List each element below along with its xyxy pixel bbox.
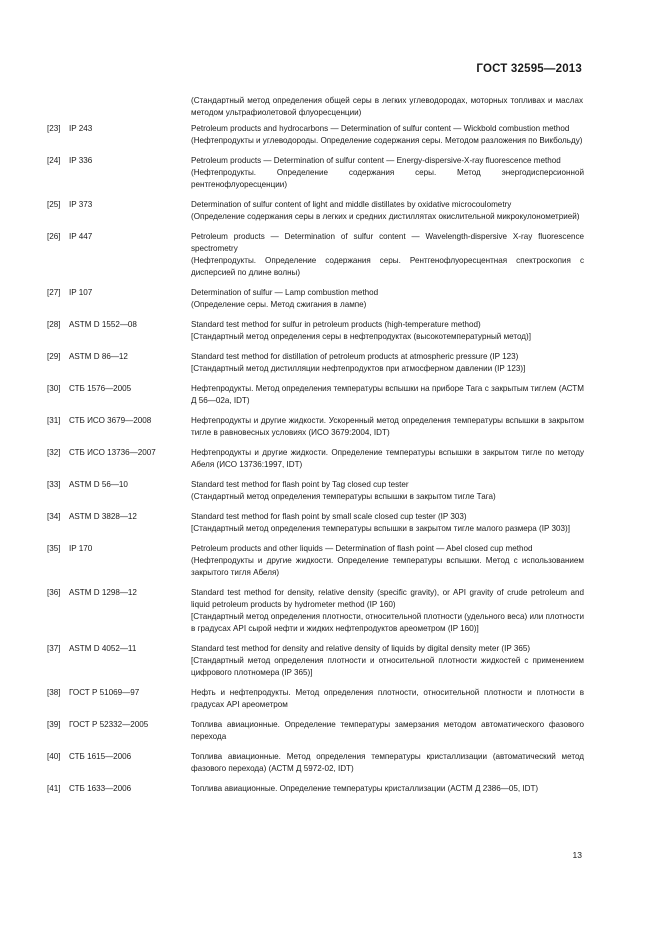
reference-line: Petroleum products and hydrocarbons — Determination of sulfur content — Wickbold combustion method: [191, 124, 570, 133]
bibliography-entry: [47, 587, 584, 635]
reference-code: IP 447: [69, 232, 93, 241]
bibliography-entry: [47, 199, 584, 223]
reference-description: [191, 287, 584, 311]
reference-line: Standard test method for flash point by Tag closed cup tester: [191, 480, 409, 489]
reference-number: [41]: [47, 784, 61, 793]
reference-line: Топлива авиационные. Определение температуры кристаллизации (АСТМ Д 2386—05, IDT): [191, 784, 539, 793]
bibliography-entry: [47, 123, 584, 147]
reference-description: [191, 643, 584, 679]
reference-code: IP 336: [69, 156, 93, 165]
reference-number: [29]: [47, 352, 61, 361]
reference-number: [27]: [47, 288, 61, 297]
bibliography-list: [47, 123, 584, 803]
reference-line: Petroleum products and other liquids — Determination of flash point — Abel closed cup method: [191, 544, 533, 553]
reference-description: [191, 783, 584, 795]
reference-line: Топлива авиационные. Метод определения температуры кристаллизации (автоматический метод фазового перехода) (АСТМ Д 5972-02, IDT): [191, 752, 584, 773]
reference-description: [191, 319, 584, 343]
bibliography-entry: [47, 231, 584, 279]
bibliography-entry: [47, 783, 584, 795]
reference-number: [33]: [47, 480, 61, 489]
reference-number: [23]: [47, 124, 61, 133]
reference-description: [191, 479, 584, 503]
reference-description: [191, 543, 584, 579]
reference-number: [35]: [47, 544, 61, 553]
reference-description: [191, 123, 584, 147]
reference-number: [30]: [47, 384, 61, 393]
reference-number: [28]: [47, 320, 61, 329]
reference-line: Standard test method for density, relative density (specific gravity), or API gravity of crude petroleum and liquid petroleum products by hydrometer method (IP 160): [191, 588, 584, 609]
reference-code: СТБ ИСО 3679—2008: [69, 416, 152, 425]
reference-number: [40]: [47, 752, 61, 761]
reference-line: Standard test method for density and relative density of liquids by digital density meter (IP 365): [191, 644, 531, 653]
reference-line: (Нефтепродукты. Определение содержания серы. Метод энергодисперсионной рентгенофлуоресценции): [191, 168, 584, 189]
reference-line: (Нефтепродукты и углеводороды. Определение содержания серы. Методом разложения по Викбольду): [191, 136, 583, 145]
document-standard-header: ГОСТ 32595—2013: [476, 63, 582, 75]
reference-line: Нефть и нефтепродукты. Метод определения плотности, относительной плотности и плотности в градусах API ареометром: [191, 688, 584, 709]
reference-code: ASTM D 3828—12: [69, 512, 137, 521]
reference-line: Нефтепродукты. Метод определения температуры вспышки на приборе Тага с закрытым тиглем (АСТМ Д 56—02а, IDT): [191, 384, 584, 405]
reference-code: СТБ 1615—2006: [69, 752, 132, 761]
reference-description: [191, 199, 584, 223]
bibliography-entry: [47, 511, 584, 535]
reference-code: СТБ 1576—2005: [69, 384, 132, 393]
bibliography-entry: [47, 719, 584, 743]
reference-description: [191, 415, 584, 439]
reference-line: Standard test method for flash point by small scale closed cup tester (IP 303): [191, 512, 467, 521]
reference-code: IP 373: [69, 200, 93, 209]
reference-code: СТБ 1633—2006: [69, 784, 132, 793]
reference-code: ГОСТ Р 52332—2005: [69, 720, 149, 729]
bibliography-entry: [47, 751, 584, 775]
reference-line: (Определение содержания серы в легких и средних дистиллятах окислительной микрокулонометрией): [191, 212, 580, 221]
reference-number: [34]: [47, 512, 61, 521]
reference-number: [26]: [47, 232, 61, 241]
reference-line: (Определение серы. Метод сжигания в лампе): [191, 300, 367, 309]
bibliography-entry: [47, 351, 584, 375]
bibliography-entry: [47, 287, 584, 311]
reference-description: [191, 511, 584, 535]
bibliography-entry: [47, 447, 584, 471]
continued-reference-text: (Стандартный метод определения общей серы в легких углеводородах, моторных топливах и маслах методом ультрафиолетовой флуоресценции): [191, 96, 583, 117]
reference-line: Petroleum products — Determination of sulfur content — Wavelength-dispersive X-ray fluorescence spectrometry: [191, 232, 584, 253]
reference-line: (Стандартный метод определения температуры вспышки в закрытом тигле Тага): [191, 492, 496, 501]
bibliography-entry: [47, 155, 584, 191]
bibliography-entry: [47, 319, 584, 343]
bibliography-entry: [47, 479, 584, 503]
reference-code: IP 170: [69, 544, 93, 553]
reference-line: Determination of sulfur content of light and middle distillates by oxidative microcoulometry: [191, 200, 512, 209]
reference-code: ASTM D 1298—12: [69, 588, 137, 597]
reference-description: [191, 751, 584, 775]
reference-description: [191, 231, 584, 279]
reference-number: [38]: [47, 688, 61, 697]
bibliography-entry: [47, 415, 584, 439]
reference-number: [37]: [47, 644, 61, 653]
reference-line: (Нефтепродукты и другие жидкости. Определение температуры вспышки. Метод с использованием закрытого тигля Абеля): [191, 556, 584, 577]
reference-code: ASTM D 56—10: [69, 480, 128, 489]
reference-number: [36]: [47, 588, 61, 597]
bibliography-entry: [47, 383, 584, 407]
reference-line: Petroleum products — Determination of sulfur content — Energy-dispersive-X-ray fluorescence method: [191, 156, 561, 165]
reference-code: ASTM D 86—12: [69, 352, 128, 361]
reference-line: Standard test method for sulfur in petroleum products (high-temperature method): [191, 320, 481, 329]
reference-line: (Нефтепродукты. Определение содержания серы. Рентгенофлуоресцентная спектроскопия с дисперсией по длине волны): [191, 256, 584, 277]
reference-description: [191, 587, 584, 635]
page-number: 13: [572, 850, 582, 860]
reference-line: [Стандартный метод определения серы в нефтепродуктах (высокотемпературный метод)]: [191, 332, 531, 341]
reference-description: [191, 155, 584, 191]
reference-code: ГОСТ Р 51069—97: [69, 688, 140, 697]
reference-line: [Стандартный метод определения температуры вспышки в закрытом тигле малого размера (IP 303)]: [191, 524, 570, 533]
reference-description: [191, 447, 584, 471]
reference-line: Standard test method for distillation of petroleum products at atmospheric pressure (IP 123): [191, 352, 519, 361]
bibliography-entry: [47, 687, 584, 711]
bibliography-entry: [47, 643, 584, 679]
reference-line: Нефтепродукты и другие жидкости. Определение температуры вспышки в закрытом тигле по методу Абеля (ИСО 13736:1997, IDT): [191, 448, 584, 469]
reference-code: IP 243: [69, 124, 93, 133]
reference-line: [Стандартный метод определения плотности и относительной плотности жидкостей с применением цифрового плотномера (IP 365)]: [191, 656, 584, 677]
reference-description: [191, 383, 584, 407]
reference-number: [31]: [47, 416, 61, 425]
reference-code: ASTM D 4052—11: [69, 644, 137, 653]
reference-number: [32]: [47, 448, 61, 457]
reference-description: [191, 719, 584, 743]
reference-line: Determination of sulfur — Lamp combustion method: [191, 288, 379, 297]
reference-number: [25]: [47, 200, 61, 209]
reference-description: [191, 687, 584, 711]
reference-code: СТБ ИСО 13736—2007: [69, 448, 156, 457]
reference-number: [39]: [47, 720, 61, 729]
reference-code: ASTM D 1552—08: [69, 320, 137, 329]
reference-line: Нефтепродукты и другие жидкости. Ускоренный метод определения температуры вспышки в закрытом тигле в равновесных условиях (ИСО 3679:2004, IDT): [191, 416, 584, 437]
reference-line: [Стандартный метод дистилляции нефтепродуктов при атмосферном давлении (IP 123)]: [191, 364, 526, 373]
bibliography-entry: [47, 543, 584, 579]
reference-line: Топлива авиационные. Определение температуры замерзания методом автоматического фазового перехода: [191, 720, 584, 741]
reference-number: [24]: [47, 156, 61, 165]
reference-code: IP 107: [69, 288, 93, 297]
reference-description: [191, 351, 584, 375]
reference-line: [Стандартный метод определения плотности, относительной плотности (удельного веса) или плотности в градусах API сырой нефти и жидких нефтепродуктов ареометром (IP 160)]: [191, 612, 584, 633]
